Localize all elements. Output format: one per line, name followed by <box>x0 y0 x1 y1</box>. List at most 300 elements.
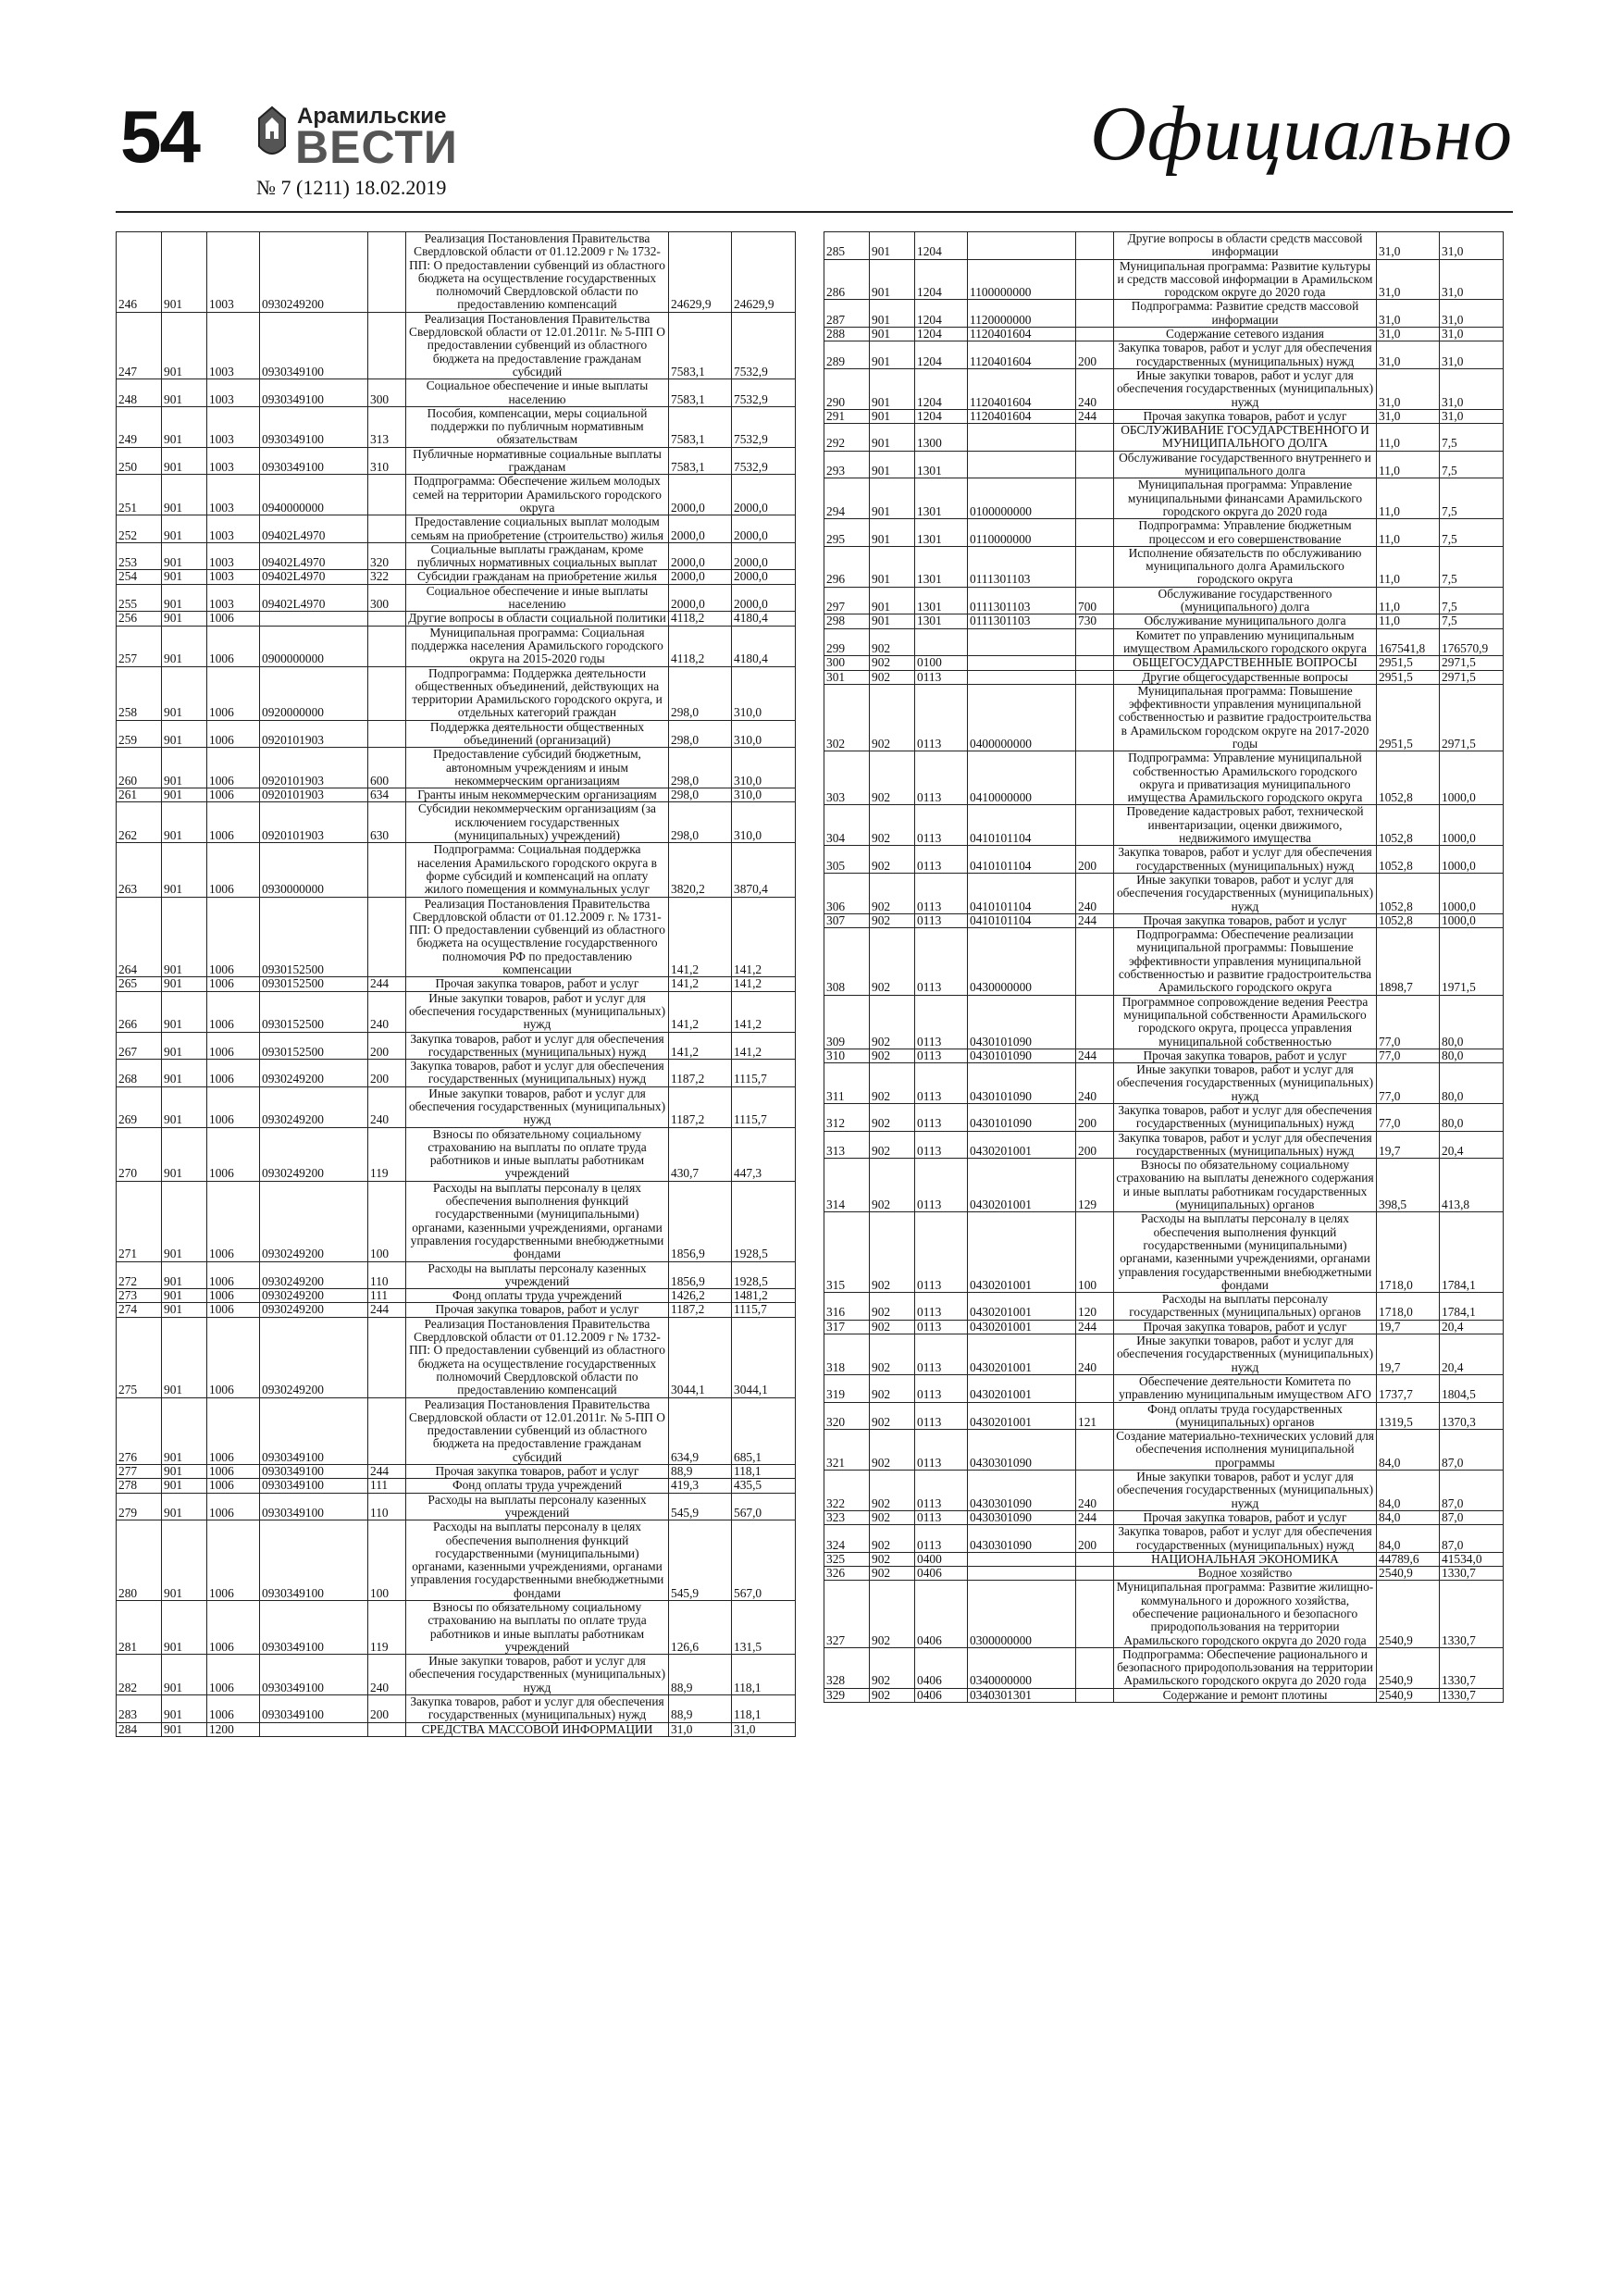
amount-2020: 4118,2 <box>669 626 732 666</box>
item-name: Расходы на выплаты персоналу казенных учреждений <box>406 1493 669 1520</box>
table-row <box>824 1049 1504 1062</box>
section-code <box>915 628 968 656</box>
section-code: 0113 <box>915 1212 968 1293</box>
amount-2021: 141,2 <box>732 977 796 991</box>
row-number: 257 <box>117 626 162 666</box>
item-name: Расходы на выплаты персоналу в целях обеспечения выполнения функций государственными (муниципальными) органами, казенными учреждениями, органами управления государственными внебюджетными фондами <box>406 1181 669 1261</box>
expense-type-code: 244 <box>1076 913 1114 927</box>
row-number: 292 <box>824 424 870 452</box>
table-row <box>117 666 796 720</box>
expense-type-code: 119 <box>368 1127 406 1181</box>
section-code: 1204 <box>915 300 968 328</box>
expense-type-code: 200 <box>368 1032 406 1060</box>
expense-type-code <box>1076 628 1114 656</box>
amount-2020: 126,6 <box>669 1600 732 1654</box>
item-name: Взносы по обязательному социальному страхованию на выплаты по оплате труда работников и иные выплаты работникам учреждений <box>406 1127 669 1181</box>
section-code: 0100 <box>915 656 968 670</box>
section-code: 1301 <box>915 587 968 614</box>
target-code: 0430201001 <box>968 1402 1076 1430</box>
expense-type-code: 110 <box>368 1493 406 1520</box>
department-code: 901 <box>162 1655 207 1695</box>
department-code: 901 <box>162 612 207 626</box>
expense-type-code <box>1076 1567 1114 1581</box>
target-code: 0930349100 <box>260 1695 368 1723</box>
table-row <box>824 300 1504 328</box>
amount-2020: 2540,9 <box>1377 1647 1440 1688</box>
amount-2020: 7583,1 <box>669 379 732 407</box>
expense-type-code: 119 <box>368 1600 406 1654</box>
department-code: 901 <box>162 626 207 666</box>
target-code <box>968 656 1076 670</box>
amount-2021: 4180,4 <box>732 626 796 666</box>
amount-2021: 141,2 <box>732 1032 796 1060</box>
row-number: 297 <box>824 587 870 614</box>
department-code: 901 <box>162 542 207 570</box>
amount-2021: 7,5 <box>1440 424 1504 452</box>
expense-type-code: 200 <box>1076 846 1114 874</box>
table-row <box>117 1493 796 1520</box>
table-row <box>117 475 796 515</box>
table-row <box>117 1479 796 1493</box>
amount-2021: 7,5 <box>1440 546 1504 587</box>
department-code: 901 <box>870 259 915 300</box>
amount-2021: 20,4 <box>1440 1320 1504 1334</box>
amount-2020: 141,2 <box>669 1032 732 1060</box>
item-name: СРЕДСТВА МАССОВОЙ ИНФОРМАЦИИ <box>406 1722 669 1736</box>
section-code: 1204 <box>915 259 968 300</box>
expense-type-code: 310 <box>368 447 406 475</box>
amount-2021: 1804,5 <box>1440 1374 1504 1402</box>
department-code: 901 <box>870 424 915 452</box>
section-code: 1204 <box>915 368 968 409</box>
row-number: 327 <box>824 1581 870 1647</box>
department-code: 902 <box>870 846 915 874</box>
department-code: 901 <box>162 1303 207 1317</box>
table-row <box>824 478 1504 519</box>
row-number: 258 <box>117 666 162 720</box>
expense-type-code <box>1076 232 1114 260</box>
section-code: 0113 <box>915 1293 968 1321</box>
table-row <box>117 1317 796 1397</box>
row-number: 251 <box>117 475 162 515</box>
row-number: 316 <box>824 1293 870 1321</box>
target-code <box>968 424 1076 452</box>
item-name: Подпрограмма: Обеспечение реализации муниципальной программы: Повышение эффективности управления муниципальной собственностью и развитие градостроительства Арамильского городского округа <box>1114 928 1377 995</box>
table-row <box>824 1104 1504 1132</box>
section-code: 1003 <box>207 515 260 543</box>
target-code: 0430201001 <box>968 1320 1076 1334</box>
department-code: 902 <box>870 1334 915 1375</box>
expense-type-code <box>1076 805 1114 846</box>
item-name: Расходы на выплаты персоналу казенных учреждений <box>406 1261 669 1289</box>
amount-2021: 1000,0 <box>1440 913 1504 927</box>
table-row <box>117 1397 796 1464</box>
expense-type-code: 320 <box>368 542 406 570</box>
table-row <box>824 1374 1504 1402</box>
target-code: 0430101090 <box>968 995 1076 1049</box>
item-name: Закупка товаров, работ и услуг для обеспечения государственных (муниципальных) нужд <box>1114 341 1377 369</box>
amount-2020: 31,0 <box>669 1722 732 1736</box>
row-number: 294 <box>824 478 870 519</box>
expense-type-code: 313 <box>368 406 406 447</box>
target-code: 0100000000 <box>968 478 1076 519</box>
item-name: Иные закупки товаров, работ и услуг для обеспечения государственных (муниципальных) нужд <box>1114 368 1377 409</box>
row-number: 277 <box>117 1465 162 1479</box>
department-code: 901 <box>162 977 207 991</box>
item-name: Прочая закупка товаров, работ и услуг <box>406 1465 669 1479</box>
section-code: 0113 <box>915 1320 968 1334</box>
brand-name-top: Арамильские <box>297 104 447 129</box>
item-name: Реализация Постановления Правительства Свердловской области от 12.01.2011г. № 5-ПП О предоставлении субвенций из областного бюджета на предоставление гражданам субсидий <box>406 1397 669 1464</box>
table-row <box>117 1060 796 1087</box>
item-name: Иные закупки товаров, работ и услуг для обеспечения государственных (муниципальных) нужд <box>1114 1471 1377 1511</box>
expense-type-code: 121 <box>1076 1402 1114 1430</box>
amount-2021: 7,5 <box>1440 451 1504 478</box>
section-code: 1006 <box>207 1317 260 1397</box>
amount-2020: 7583,1 <box>669 447 732 475</box>
table-row <box>117 720 796 748</box>
expense-type-code <box>1076 451 1114 478</box>
expense-type-code <box>1076 1688 1114 1702</box>
expense-type-code: 110 <box>368 1261 406 1289</box>
expense-type-code: 244 <box>1076 1049 1114 1062</box>
amount-2020: 11,0 <box>1377 587 1440 614</box>
section-code: 1006 <box>207 1600 260 1654</box>
table-row <box>117 406 796 447</box>
table-row <box>117 802 796 843</box>
table-row <box>824 1320 1504 1334</box>
table-row <box>824 1334 1504 1375</box>
target-code: 0430201001 <box>968 1212 1076 1293</box>
table-row <box>824 805 1504 846</box>
table-row <box>117 584 796 612</box>
amount-2020: 141,2 <box>669 977 732 991</box>
table-row <box>824 341 1504 369</box>
amount-2021: 1000,0 <box>1440 751 1504 805</box>
target-code: 0930349100 <box>260 1655 368 1695</box>
expense-type-code <box>1076 424 1114 452</box>
item-name: ОБСЛУЖИВАНИЕ ГОСУДАРСТВЕННОГО И МУНИЦИПАЛЬНОГО ДОЛГА <box>1114 424 1377 452</box>
amount-2021: 2000,0 <box>732 515 796 543</box>
expense-type-code: 600 <box>368 748 406 788</box>
target-code: 0410101104 <box>968 873 1076 913</box>
department-code: 902 <box>870 1159 915 1212</box>
department-code: 902 <box>870 1471 915 1511</box>
row-number: 274 <box>117 1303 162 1317</box>
section-code: 1006 <box>207 1695 260 1723</box>
row-number: 301 <box>824 670 870 684</box>
section-code: 0113 <box>915 1049 968 1062</box>
amount-2020: 2000,0 <box>669 515 732 543</box>
amount-2021: 435,5 <box>732 1479 796 1493</box>
table-row <box>824 873 1504 913</box>
item-name: Закупка товаров, работ и услуг для обеспечения государственных (муниципальных) нужд <box>1114 1525 1377 1553</box>
department-code: 902 <box>870 1430 915 1471</box>
department-code: 902 <box>870 1049 915 1062</box>
table-row <box>117 379 796 407</box>
item-name: Субсидии некоммерческим организациям (за исключением государственных (муниципальных) учреждений) <box>406 802 669 843</box>
section-code: 1006 <box>207 1261 260 1289</box>
amount-2020: 84,0 <box>1377 1430 1440 1471</box>
row-number: 283 <box>117 1695 162 1723</box>
section-code: 1301 <box>915 451 968 478</box>
table-row <box>117 1465 796 1479</box>
amount-2020: 84,0 <box>1377 1525 1440 1553</box>
expense-type-code <box>1076 328 1114 341</box>
amount-2020: 1856,9 <box>669 1261 732 1289</box>
target-code <box>968 1552 1076 1566</box>
expense-type-code: 111 <box>368 1289 406 1303</box>
row-number: 285 <box>824 232 870 260</box>
amount-2020: 1052,8 <box>1377 846 1440 874</box>
expense-type-code <box>368 666 406 720</box>
target-code: 0430101090 <box>968 1049 1076 1062</box>
item-name: Обслуживание муниципального долга <box>1114 614 1377 628</box>
row-number: 295 <box>824 519 870 547</box>
department-code: 901 <box>162 1465 207 1479</box>
row-number: 322 <box>824 1471 870 1511</box>
section-code: 0113 <box>915 846 968 874</box>
item-name: Реализация Постановления Правительства Свердловской области от 01.12.2009 г № 1732-ПП: О предоставлении субвенций из областного бюджета на осуществление государственных полномочий Свердловской области по предоставлению компенсаций <box>406 1317 669 1397</box>
target-code: 0430301090 <box>968 1525 1076 1553</box>
expense-type-code: 200 <box>1076 1104 1114 1132</box>
row-number: 247 <box>117 312 162 379</box>
amount-2020: 11,0 <box>1377 451 1440 478</box>
department-code: 901 <box>162 1493 207 1520</box>
table-row <box>824 259 1504 300</box>
department-code: 902 <box>870 1552 915 1566</box>
expense-type-code <box>368 897 406 977</box>
item-name: Поддержка деятельности общественных объединений (организаций) <box>406 720 669 748</box>
item-name: Обслуживание государственного внутреннего и муниципального долга <box>1114 451 1377 478</box>
target-code <box>968 1567 1076 1581</box>
table-row <box>824 519 1504 547</box>
item-name: Муниципальная программа: Развитие жилищно-коммунального и дорожного хозяйства, обеспечение рационального и безопасного природопользования на территории Арамильского городского округа до 2020 года <box>1114 1581 1377 1647</box>
department-code: 901 <box>162 897 207 977</box>
item-name: Закупка товаров, работ и услуг для обеспечения государственных (муниципальных) нужд <box>406 1695 669 1723</box>
expense-type-code <box>368 843 406 897</box>
section-code: 1301 <box>915 519 968 547</box>
amount-2021: 80,0 <box>1440 1063 1504 1104</box>
department-code: 902 <box>870 1402 915 1430</box>
amount-2020: 77,0 <box>1377 1104 1440 1132</box>
amount-2021: 2000,0 <box>732 570 796 584</box>
amount-2020: 1187,2 <box>669 1086 732 1127</box>
amount-2021: 20,4 <box>1440 1334 1504 1375</box>
department-code: 901 <box>162 1127 207 1181</box>
item-name: Фонд оплаты труда учреждений <box>406 1289 669 1303</box>
item-name: Иные закупки товаров, работ и услуг для обеспечения государственных (муниципальных) нужд <box>406 1655 669 1695</box>
expense-type-code: 244 <box>1076 1510 1114 1524</box>
section-code: 1006 <box>207 897 260 977</box>
amount-2020: 545,9 <box>669 1520 732 1601</box>
table-row <box>117 1655 796 1695</box>
table-row <box>117 1261 796 1289</box>
amount-2021: 1928,5 <box>732 1261 796 1289</box>
expense-type-code <box>368 720 406 748</box>
row-number: 299 <box>824 628 870 656</box>
row-number: 290 <box>824 368 870 409</box>
row-number: 275 <box>117 1317 162 1397</box>
amount-2021: 1330,7 <box>1440 1567 1504 1581</box>
right-column <box>824 231 1504 1703</box>
amount-2021: 7532,9 <box>732 312 796 379</box>
amount-2020: 167541,8 <box>1377 628 1440 656</box>
amount-2021: 1784,1 <box>1440 1212 1504 1293</box>
table-row <box>117 897 796 977</box>
item-name: Подпрограмма: Обеспечение рационального и безопасного природопользования на территории Арамильского городского округа до 2020 года <box>1114 1647 1377 1688</box>
section-code: 1006 <box>207 1181 260 1261</box>
item-name: Обслуживание государственного (муниципального) долга <box>1114 587 1377 614</box>
department-code: 901 <box>162 1289 207 1303</box>
amount-2021: 1115,7 <box>732 1086 796 1127</box>
row-number: 296 <box>824 546 870 587</box>
section-code: 0113 <box>915 1104 968 1132</box>
row-number: 324 <box>824 1525 870 1553</box>
brand-name-main: ВЕСТИ <box>295 121 458 173</box>
section-code: 0113 <box>915 670 968 684</box>
item-name: Водное хозяйство <box>1114 1567 1377 1581</box>
section-code: 1204 <box>915 341 968 369</box>
section-code: 1204 <box>915 232 968 260</box>
target-code: 0930152500 <box>260 991 368 1032</box>
table-row <box>117 626 796 666</box>
table-row <box>117 312 796 379</box>
row-number: 329 <box>824 1688 870 1702</box>
amount-2021: 1928,5 <box>732 1181 796 1261</box>
target-code: 0920101903 <box>260 748 368 788</box>
table-row <box>117 542 796 570</box>
target-code: 0920101903 <box>260 788 368 802</box>
table-row <box>824 913 1504 927</box>
row-number: 265 <box>117 977 162 991</box>
expense-type-code <box>1076 1647 1114 1688</box>
target-code: 0930152500 <box>260 977 368 991</box>
amount-2020: 88,9 <box>669 1695 732 1723</box>
amount-2020: 19,7 <box>1377 1334 1440 1375</box>
section-code: 1003 <box>207 312 260 379</box>
item-name: Программное сопровождение ведения Реестра муниципальной собственности Арамильского городского округа, процесса управления муниципальной собственностью <box>1114 995 1377 1049</box>
item-name: Муниципальная программа: Социальная поддержка населения Арамильского городского округа на 2015-2020 годы <box>406 626 669 666</box>
section-code: 1301 <box>915 614 968 628</box>
department-code: 902 <box>870 805 915 846</box>
amount-2020: 11,0 <box>1377 614 1440 628</box>
target-code: 0430301090 <box>968 1471 1076 1511</box>
amount-2020: 298,0 <box>669 720 732 748</box>
department-code: 902 <box>870 1320 915 1334</box>
item-name: Прочая закупка товаров, работ и услуг <box>1114 1510 1377 1524</box>
department-code: 902 <box>870 751 915 805</box>
section-code: 1006 <box>207 802 260 843</box>
department-code: 901 <box>162 584 207 612</box>
row-number: 250 <box>117 447 162 475</box>
target-code: 0430201001 <box>968 1374 1076 1402</box>
department-code: 902 <box>870 1063 915 1104</box>
expense-type-code: 111 <box>368 1479 406 1493</box>
amount-2020: 2951,5 <box>1377 684 1440 751</box>
table-row <box>824 587 1504 614</box>
amount-2021: 80,0 <box>1440 1049 1504 1062</box>
item-name: Закупка товаров, работ и услуг для обеспечения государственных (муниципальных) нужд <box>406 1060 669 1087</box>
table-row <box>824 1510 1504 1524</box>
amount-2020: 1898,7 <box>1377 928 1440 995</box>
expense-type-code <box>1076 1581 1114 1647</box>
section-code: 0113 <box>915 1063 968 1104</box>
section-code: 1006 <box>207 1127 260 1181</box>
row-number: 293 <box>824 451 870 478</box>
expense-type-code: 240 <box>1076 1471 1114 1511</box>
department-code: 901 <box>162 720 207 748</box>
table-row <box>117 1722 796 1736</box>
expense-type-code: 240 <box>368 1086 406 1127</box>
amount-2021: 310,0 <box>732 720 796 748</box>
item-name: Пособия, компенсации, меры социальной поддержки по публичным нормативным обязательствам <box>406 406 669 447</box>
department-code: 901 <box>870 341 915 369</box>
expense-type-code: 200 <box>368 1695 406 1723</box>
expense-type-code: 300 <box>368 584 406 612</box>
row-number: 303 <box>824 751 870 805</box>
target-code: 0930249200 <box>260 1289 368 1303</box>
target-code: 0430301090 <box>968 1430 1076 1471</box>
budget-table-left-body <box>117 232 796 1737</box>
row-number: 266 <box>117 991 162 1032</box>
row-number: 300 <box>824 656 870 670</box>
section-code: 0113 <box>915 1159 968 1212</box>
amount-2021: 7,5 <box>1440 519 1504 547</box>
expense-type-code <box>1076 1374 1114 1402</box>
department-code: 901 <box>162 1397 207 1464</box>
target-code: 1120401604 <box>968 409 1076 423</box>
section-code: 1006 <box>207 1397 260 1464</box>
amount-2021: 3870,4 <box>732 843 796 897</box>
amount-2021: 20,4 <box>1440 1131 1504 1159</box>
amount-2020: 11,0 <box>1377 478 1440 519</box>
amount-2021: 2000,0 <box>732 542 796 570</box>
target-code: 0410101104 <box>968 805 1076 846</box>
section-code: 0406 <box>915 1647 968 1688</box>
row-number: 298 <box>824 614 870 628</box>
expense-type-code <box>368 1397 406 1464</box>
target-code: 0111301103 <box>968 546 1076 587</box>
target-code: 0930249200 <box>260 1127 368 1181</box>
item-name: Социальные выплаты гражданам, кроме публичных нормативных социальных выплат <box>406 542 669 570</box>
left-column <box>116 231 796 1737</box>
amount-2021: 685,1 <box>732 1397 796 1464</box>
target-code: 0930349100 <box>260 447 368 475</box>
amount-2021: 7,5 <box>1440 587 1504 614</box>
row-number: 311 <box>824 1063 870 1104</box>
department-code: 902 <box>870 1510 915 1524</box>
section-code: 1006 <box>207 1493 260 1520</box>
row-number: 319 <box>824 1374 870 1402</box>
target-code: 0930349100 <box>260 1397 368 1464</box>
item-name: Закупка товаров, работ и услуг для обеспечения государственных (муниципальных) нужд <box>1114 1104 1377 1132</box>
amount-2020: 7583,1 <box>669 406 732 447</box>
section-code: 1006 <box>207 720 260 748</box>
row-number: 255 <box>117 584 162 612</box>
budget-table-left <box>116 231 796 1737</box>
department-code: 901 <box>162 1060 207 1087</box>
amount-2021: 80,0 <box>1440 1104 1504 1132</box>
row-number: 302 <box>824 684 870 751</box>
amount-2020: 7583,1 <box>669 312 732 379</box>
table-row <box>117 1127 796 1181</box>
item-name: Другие общегосударственные вопросы <box>1114 670 1377 684</box>
table-row <box>824 995 1504 1049</box>
table-row <box>117 1181 796 1261</box>
section-code: 1006 <box>207 1520 260 1601</box>
item-name: Социальное обеспечение и иные выплаты населению <box>406 584 669 612</box>
